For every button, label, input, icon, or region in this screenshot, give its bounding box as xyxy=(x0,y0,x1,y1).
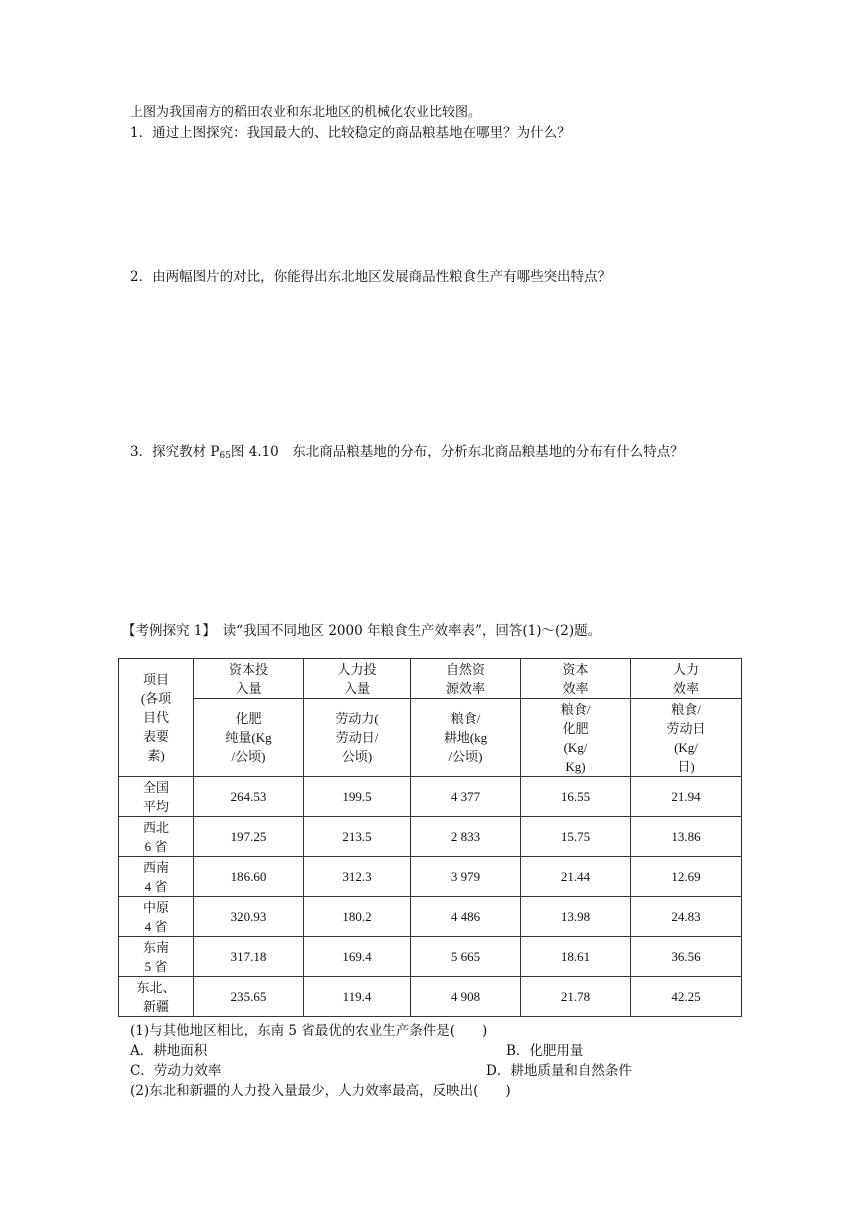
value-cell: 13.86 xyxy=(631,817,742,857)
value-cell: 2 833 xyxy=(411,817,521,857)
subheader-cell: 粮食/ 劳动日 (Kg/ 日) xyxy=(631,699,742,777)
value-cell: 21.78 xyxy=(521,977,631,1017)
question-3-prefix: 3．探究教材 P xyxy=(130,444,220,460)
question-3-page: 65 xyxy=(219,451,231,461)
question-3-suffix: 图 4.10 东北商品粮基地的分布，分析东北商品粮基地的分布有什么特点？ xyxy=(230,444,684,460)
sub-question-1: (1)与其他地区相比，东南 5 省最优的农业生产条件是( ) xyxy=(130,1023,488,1039)
value-cell: 264.53 xyxy=(194,777,304,817)
header-cell: 资本投 入量 xyxy=(194,659,304,699)
value-cell: 42.25 xyxy=(631,977,742,1017)
header-cell: 人力 效率 xyxy=(631,659,742,699)
value-cell: 199.5 xyxy=(304,777,411,817)
value-cell: 4 377 xyxy=(411,777,521,817)
value-cell: 15.75 xyxy=(521,817,631,857)
intro-text: 上图为我国南方的稻田农业和东北地区的机械化农业比较图。 xyxy=(130,105,482,120)
region-cell: 中原 4 省 xyxy=(119,897,194,937)
value-cell: 21.94 xyxy=(631,777,742,817)
table-row xyxy=(119,777,742,817)
value-cell: 320.93 xyxy=(194,897,304,937)
value-cell: 13.98 xyxy=(521,897,631,937)
value-cell: 197.25 xyxy=(194,817,304,857)
example-heading: 【考例探究 1】 读“我国不同地区 2000 年粮食生产效率表”，回答(1)～(2)题。 xyxy=(122,623,602,639)
header-cell: 人力投 入量 xyxy=(304,659,411,699)
question-3 xyxy=(130,443,684,465)
subheader-cell: 劳动力( 劳动日/ 公顷) xyxy=(304,699,411,777)
value-cell: 119.4 xyxy=(304,977,411,1017)
value-cell: 18.61 xyxy=(521,937,631,977)
value-cell: 180.2 xyxy=(304,897,411,937)
grain-efficiency-table xyxy=(118,658,742,1017)
option-c: C．劳动力效率 xyxy=(130,1063,222,1079)
table-row xyxy=(119,857,742,897)
region-cell: 全国 平均 xyxy=(119,777,194,817)
value-cell: 213.5 xyxy=(304,817,411,857)
subheader-cell: 粮食/ 耕地(kg /公顷) xyxy=(411,699,521,777)
value-cell: 4 908 xyxy=(411,977,521,1017)
option-d: D．耕地质量和自然条件 xyxy=(486,1063,632,1079)
value-cell: 235.65 xyxy=(194,977,304,1017)
value-cell: 21.44 xyxy=(521,857,631,897)
value-cell: 312.3 xyxy=(304,857,411,897)
table-row xyxy=(119,937,742,977)
value-cell: 186.60 xyxy=(194,857,304,897)
table-subheader-row xyxy=(119,699,742,777)
value-cell: 36.56 xyxy=(631,937,742,977)
header-cell: 自然资 源效率 xyxy=(411,659,521,699)
region-cell: 东南 5 省 xyxy=(119,937,194,977)
item-header-cell: 项目 (各项 目代 表要 素) xyxy=(119,659,194,777)
table-row xyxy=(119,977,742,1017)
subheader-cell: 化肥 纯量(Kg /公顷) xyxy=(194,699,304,777)
option-a: A．耕地面积 xyxy=(130,1043,208,1059)
value-cell: 4 486 xyxy=(411,897,521,937)
region-cell: 西北 6 省 xyxy=(119,817,194,857)
subheader-cell: 粮食/ 化肥 (Kg/ Kg) xyxy=(521,699,631,777)
region-cell: 西南 4 省 xyxy=(119,857,194,897)
value-cell: 24.83 xyxy=(631,897,742,937)
option-b: B．化肥用量 xyxy=(506,1043,584,1059)
value-cell: 16.55 xyxy=(521,777,631,817)
header-cell: 资本 效率 xyxy=(521,659,631,699)
table-row xyxy=(119,817,742,857)
question-2: 2．由两幅图片的对比，你能得出东北地区发展商品性粮食生产有哪些突出特点？ xyxy=(130,269,612,285)
question-1: 1．通过上图探究：我国最大的、比较稳定的商品粮基地在哪里？为什么？ xyxy=(130,125,571,141)
table-header-row xyxy=(119,659,742,699)
value-cell: 12.69 xyxy=(631,857,742,897)
value-cell: 169.4 xyxy=(304,937,411,977)
table-row xyxy=(119,897,742,937)
value-cell: 3 979 xyxy=(411,857,521,897)
value-cell: 5 665 xyxy=(411,937,521,977)
region-cell: 东北、 新疆 xyxy=(119,977,194,1017)
value-cell: 317.18 xyxy=(194,937,304,977)
sub-question-2: (2)东北和新疆的人力投入量最少，人力效率最高，反映出( ) xyxy=(130,1083,511,1099)
